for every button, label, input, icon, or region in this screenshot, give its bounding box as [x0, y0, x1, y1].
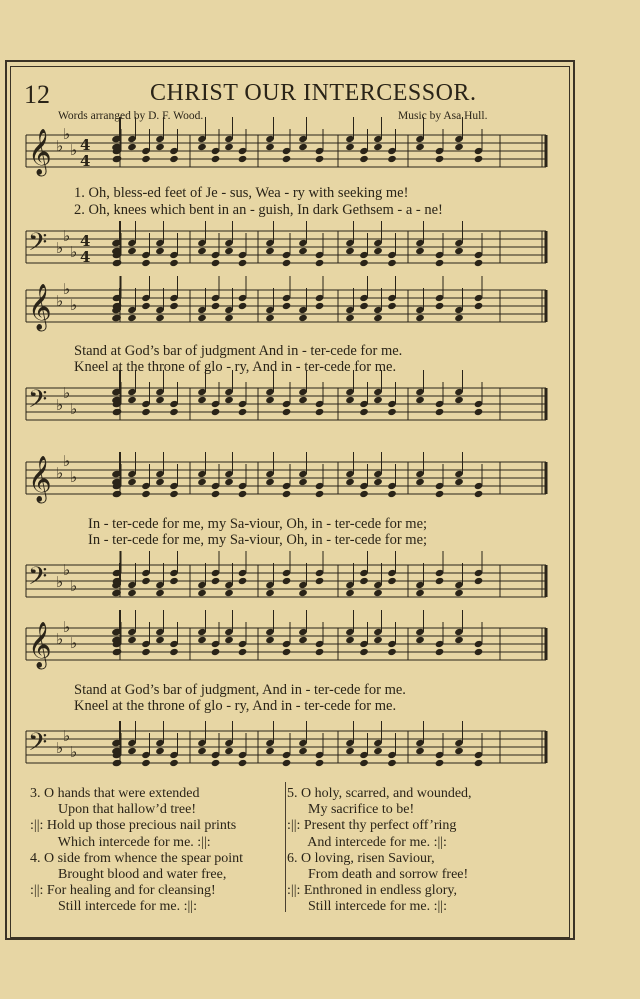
note-head — [373, 747, 383, 755]
note-head — [454, 396, 464, 404]
note-head — [315, 259, 325, 267]
note-head — [155, 636, 165, 644]
lyric-line-1: 1. Oh, bless-ed feet of Je - sus, Wea - ry with seeking me! — [74, 185, 409, 201]
note-head — [211, 648, 221, 656]
note-head — [387, 302, 397, 310]
note-head — [298, 314, 308, 322]
time-signature-bottom: 4 — [80, 248, 91, 266]
flat-icon: ♭ — [70, 634, 78, 652]
note-head — [127, 747, 137, 755]
note-head — [474, 648, 484, 656]
note-head — [298, 478, 308, 486]
note-head — [141, 577, 151, 585]
note-head — [454, 589, 464, 597]
note-head — [238, 302, 248, 310]
note-head — [387, 408, 397, 416]
flat-icon: ♭ — [56, 739, 64, 757]
flat-icon: ♭ — [63, 125, 71, 143]
note-head — [211, 155, 221, 163]
note-head — [169, 648, 179, 656]
flat-icon: ♭ — [70, 296, 78, 314]
bass-clef-icon: 𝄢 — [28, 562, 48, 597]
note-head — [169, 490, 179, 498]
note-head — [387, 259, 397, 267]
note-head — [211, 759, 221, 767]
lyric-line-8: Kneel at the throne of glo - ry, And in - ter-cede for me. — [74, 698, 397, 714]
note-head — [315, 155, 325, 163]
note-head — [265, 396, 275, 404]
note-head — [315, 648, 325, 656]
note-head — [113, 408, 123, 416]
note-head — [474, 759, 484, 767]
note-head — [238, 648, 248, 656]
note-head — [127, 396, 137, 404]
note-head — [211, 408, 221, 416]
note-head — [224, 636, 234, 644]
flat-icon: ♭ — [70, 743, 78, 761]
note-head — [359, 408, 369, 416]
lyric-line-6: In - ter-cede for me, my Sa-viour, Oh, in - ter-cede for me; — [88, 532, 428, 548]
note-head — [265, 247, 275, 255]
flat-icon: ♭ — [63, 452, 71, 470]
note-head — [211, 490, 221, 498]
treble-clef-icon: 𝄞 — [28, 129, 52, 175]
flat-icon: ♭ — [56, 292, 64, 310]
note-head — [282, 155, 292, 163]
flat-icon: ♭ — [56, 630, 64, 648]
note-head — [373, 247, 383, 255]
note-head — [141, 259, 151, 267]
note-head — [197, 247, 207, 255]
note-head — [282, 302, 292, 310]
treble-clef-icon: 𝄞 — [28, 456, 52, 502]
flat-icon: ♭ — [70, 577, 78, 595]
note-head — [127, 314, 137, 322]
note-head — [113, 648, 123, 656]
note-head — [345, 396, 355, 404]
note-head — [265, 747, 275, 755]
note-head — [265, 143, 275, 151]
note-head — [238, 155, 248, 163]
note-head — [298, 589, 308, 597]
flat-icon: ♭ — [70, 243, 78, 261]
note-head — [387, 490, 397, 498]
note-head — [141, 759, 151, 767]
note-head — [298, 143, 308, 151]
bass-clef-icon: 𝄢 — [28, 385, 48, 420]
note-head — [211, 259, 221, 267]
note-head — [238, 759, 248, 767]
note-head — [224, 396, 234, 404]
note-head — [415, 143, 425, 151]
note-head — [127, 247, 137, 255]
time-signature-top: 4 — [80, 232, 91, 250]
note-head — [298, 636, 308, 644]
note-head — [435, 259, 445, 267]
note-head — [373, 636, 383, 644]
note-head — [282, 490, 292, 498]
note-head — [315, 408, 325, 416]
time-signature-top: 4 — [80, 136, 91, 154]
note-head — [435, 302, 445, 310]
note-head — [211, 302, 221, 310]
stanzas-left: 3. O hands that were extended Upon that hallow’d tree! :||: Hold up those precious nail prints Which intercede for me. :||: 4. O side from whence the spear point Brought blood and water free, :||: For healing and for cleansing! Still intercede for me. :||: — [30, 786, 244, 915]
flat-icon: ♭ — [63, 561, 71, 579]
note-head — [298, 247, 308, 255]
note-head — [435, 408, 445, 416]
hymn-title: CHRIST OUR INTERCESSOR. — [150, 80, 477, 106]
note-head — [127, 143, 137, 151]
note-head — [238, 259, 248, 267]
bass-clef-icon: 𝄢 — [28, 228, 48, 263]
flat-icon: ♭ — [56, 573, 64, 591]
note-head — [387, 759, 397, 767]
note-head — [373, 143, 383, 151]
note-head — [454, 247, 464, 255]
note-head — [474, 490, 484, 498]
note-head — [141, 155, 151, 163]
note-head — [359, 259, 369, 267]
note-head — [224, 478, 234, 486]
note-head — [474, 302, 484, 310]
note-head — [169, 302, 179, 310]
treble-clef-icon: 𝄞 — [28, 284, 52, 330]
flat-icon: ♭ — [70, 468, 78, 486]
note-head — [197, 747, 207, 755]
note-head — [127, 589, 137, 597]
treble-clef-icon: 𝄞 — [28, 622, 52, 668]
note-head — [265, 478, 275, 486]
lyric-line-3: Stand at God’s bar of judgment And in - ter-cede for me. — [74, 343, 403, 359]
note-head — [373, 478, 383, 486]
note-head — [265, 589, 275, 597]
note-head — [113, 155, 123, 163]
lyric-line-5: In - ter-cede for me, my Sa-viour, Oh, in - ter-cede for me; — [88, 516, 428, 532]
words-credit: Words arranged by D. F. Wood. — [58, 110, 204, 122]
lyric-line-4: Kneel at the throne of glo - ry, And in - ter-cede for me. — [74, 359, 397, 375]
note-head — [474, 577, 484, 585]
lyric-line-7: Stand at God’s bar of judgment, And in - ter-cede for me. — [74, 682, 406, 698]
note-head — [169, 155, 179, 163]
note-head — [345, 589, 355, 597]
note-head — [415, 589, 425, 597]
note-head — [435, 759, 445, 767]
note-head — [435, 490, 445, 498]
note-head — [211, 577, 221, 585]
note-head — [415, 478, 425, 486]
flat-icon: ♭ — [63, 384, 71, 402]
flat-icon: ♭ — [63, 227, 71, 245]
note-head — [113, 490, 123, 498]
note-head — [415, 247, 425, 255]
note-head — [298, 747, 308, 755]
note-head — [359, 302, 369, 310]
note-head — [359, 155, 369, 163]
note-head — [155, 747, 165, 755]
note-head — [315, 759, 325, 767]
note-head — [265, 314, 275, 322]
note-head — [415, 636, 425, 644]
note-head — [315, 302, 325, 310]
flat-icon: ♭ — [63, 280, 71, 298]
note-head — [197, 143, 207, 151]
note-head — [197, 396, 207, 404]
note-head — [127, 478, 137, 486]
note-head — [141, 648, 151, 656]
note-head — [224, 589, 234, 597]
note-head — [474, 408, 484, 416]
note-head — [387, 155, 397, 163]
flat-icon: ♭ — [63, 727, 71, 745]
note-head — [345, 247, 355, 255]
bass-clef-icon: 𝄢 — [28, 728, 48, 763]
flat-icon: ♭ — [56, 464, 64, 482]
note-head — [282, 408, 292, 416]
note-head — [197, 478, 207, 486]
note-head — [359, 648, 369, 656]
note-head — [345, 314, 355, 322]
note-head — [141, 490, 151, 498]
time-signature-bottom: 4 — [80, 152, 91, 170]
note-head — [197, 589, 207, 597]
note-head — [141, 408, 151, 416]
note-head — [113, 759, 123, 767]
note-head — [224, 143, 234, 151]
note-head — [155, 478, 165, 486]
note-head — [282, 259, 292, 267]
note-head — [435, 155, 445, 163]
note-head — [435, 577, 445, 585]
flat-icon: ♭ — [56, 396, 64, 414]
stanza-divider — [285, 782, 286, 912]
note-head — [197, 314, 207, 322]
note-head — [113, 259, 123, 267]
note-head — [454, 143, 464, 151]
note-head — [224, 247, 234, 255]
note-head — [315, 490, 325, 498]
note-head — [373, 396, 383, 404]
note-head — [415, 314, 425, 322]
note-head — [265, 636, 275, 644]
note-head — [169, 759, 179, 767]
note-head — [155, 247, 165, 255]
flat-icon: ♭ — [56, 239, 64, 257]
note-head — [298, 396, 308, 404]
note-head — [282, 648, 292, 656]
flat-icon: ♭ — [70, 400, 78, 418]
note-head — [238, 577, 248, 585]
music-credit: Music by Asa Hull. — [398, 110, 488, 122]
note-head — [224, 747, 234, 755]
lyric-line-2: 2. Oh, knees which bent in an - guish, In dark Gethsem - a - ne! — [74, 202, 443, 218]
note-head — [387, 577, 397, 585]
note-head — [141, 302, 151, 310]
note-head — [474, 155, 484, 163]
note-head — [169, 259, 179, 267]
note-head — [359, 577, 369, 585]
note-head — [359, 759, 369, 767]
note-head — [155, 314, 165, 322]
flat-icon: ♭ — [70, 141, 78, 159]
note-head — [169, 577, 179, 585]
note-head — [373, 314, 383, 322]
note-head — [454, 314, 464, 322]
note-head — [282, 759, 292, 767]
note-head — [359, 490, 369, 498]
note-head — [238, 490, 248, 498]
note-head — [155, 589, 165, 597]
note-head — [169, 408, 179, 416]
note-head — [282, 577, 292, 585]
note-head — [415, 396, 425, 404]
note-head — [345, 478, 355, 486]
note-head — [197, 636, 207, 644]
note-head — [345, 143, 355, 151]
note-head — [155, 143, 165, 151]
note-head — [387, 648, 397, 656]
note-head — [373, 589, 383, 597]
note-head — [127, 636, 137, 644]
note-head — [474, 259, 484, 267]
note-head — [454, 636, 464, 644]
flat-icon: ♭ — [63, 618, 71, 636]
note-head — [345, 747, 355, 755]
stanzas-right: 5. O holy, scarred, and wounded, My sacrifice to be! :||: Present thy perfect off’ring And intercede for me. :||: 6. O loving, risen Saviour, From death and sorrow free! :||: Enthroned in endless glory, Still intercede for me. :||: — [287, 786, 472, 915]
note-head — [345, 636, 355, 644]
note-head — [435, 648, 445, 656]
flat-icon: ♭ — [56, 137, 64, 155]
note-head — [155, 396, 165, 404]
page-number: 12 — [24, 80, 50, 109]
note-head — [224, 314, 234, 322]
note-head — [415, 747, 425, 755]
note-head — [454, 478, 464, 486]
note-head — [315, 577, 325, 585]
note-head — [454, 747, 464, 755]
note-head — [238, 408, 248, 416]
